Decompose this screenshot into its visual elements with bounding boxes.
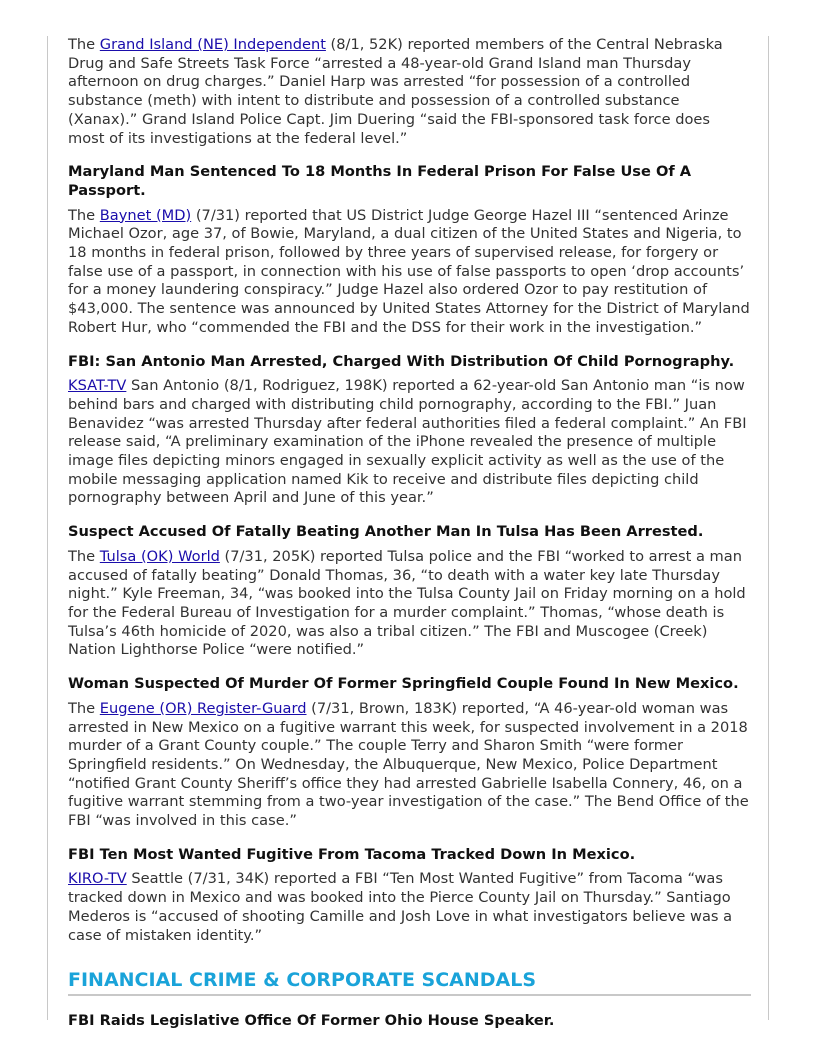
article-headline: FBI Raids Legislative Office Of Former Ohio House Speaker. — [68, 1012, 555, 1030]
article-headline: Suspect Accused Of Fatally Beating Another Man In Tulsa Has Been Arrested. — [68, 523, 704, 541]
article-body: KIRO-TV Seattle (7/31, 34K) reported a FBI “Ten Most Wanted Fugitive” from Tacoma “was tracked down in Mexico and was booked into the Pierce County Jail on Thursday.” Santiago Mederos is “accused of shooting Camille and Josh Love in what investigators believe was a case of mistaken identity.” — [68, 870, 733, 944]
left-margin-rule — [47, 36, 48, 1020]
article-headline: FBI Ten Most Wanted Fugitive From Tacoma Tracked Down In Mexico. — [68, 845, 636, 863]
article-body: The Baynet (MD) (7/31) reported that US District Judge George Hazel III “sentenced Arinze Michael Ozor, age 37, of Bowie, Maryland, a dual citizen of the United States and Nigeria, to 18 months in federal prison, followed by three years of supervised release, for forgery or false use of a passport, in connection with his use of false passports to open ‘drop accounts’ for a money laundering conspiracy.” Judge Hazel also ordered Ozor to pay restitution of $43,000. The sentence was announced by United States Attorney for the District of Maryland Robert Hur, who “commended the FBI and the DSS for their work in the investigation.” — [68, 206, 750, 336]
article-body: KSAT-TV San Antonio (8/1, Rodriguez, 198K) reported a 62-year-old San Antonio man “is now behind bars and charged with distributing child pornography, according to the FBI.” Juan Benavidez “was arrested Thursday after federal authorities filed a federal complaint.” An FBI release said, “A preliminary examination of the iPhone revealed the presence of multiple image files depicting minors engaged in sexually explicit activity as well as the use of the mobile messaging application named Kik to receive and distribute files depicting child pornography between April and June of this year.” — [68, 377, 747, 507]
article-headline: Maryland Man Sentenced To 18 Months In Federal Prison For False Use Of A Passport. — [68, 163, 692, 199]
article-headline: FBI: San Antonio Man Arrested, Charged With Distribution Of Child Pornography. — [68, 352, 735, 370]
article-headline: Woman Suspected Of Murder Of Former Springfield Couple Found In New Mexico. — [68, 675, 739, 693]
article-body: The Eugene (OR) Register-Guard (7/31, Brown, 183K) reported, “A 46-year-old woman was arrested in New Mexico on a fugitive warrant this week, for suspected involvement in a 2018 murder of a Grant County couple.” The couple Terry and Sharon Smith “were former Springfield residents.” On Wednesday, the Albuquerque, New Mexico, Police Department “notified Grant County Sheriff’s office they had arrested Gabrielle Isabella Connery, 46, on a fugitive warrant stemming from a two-year investigation of the case.” The Bend Office of the FBI “was involved in this case.” — [68, 699, 749, 830]
article-body: The Grand Island (NE) Independent (8/1, 52K) reported members of the Central Nebraska Drug and Safe Streets Task Force “arrested a 48-year-old Grand Island man Thursday afternoon on drug charges.” Daniel Harp was arrested “for possession of a controlled substance (meth) with intent to distribute and possession of a controlled substance (Xanax).” Grand Island Police Capt. Jim Duering “said the FBI-sponsored task force does most of its investigations at the federal level.” — [68, 36, 723, 147]
briefing-content — [68, 36, 751, 1031]
source-link-grand-island-independent[interactable]: Grand Island (NE) Independent — [99, 36, 326, 53]
source-link-tulsa-world[interactable]: Tulsa (OK) World — [99, 547, 220, 565]
right-margin-rule — [768, 36, 769, 1020]
article-body: The Tulsa (OK) World (7/31, 205K) reported Tulsa police and the FBI “worked to arrest a man accused of fatally beating” Donald Thomas, 36, “to death with a water key late Thursday night.” Kyle Freeman, 34, “was booked into the Tulsa County Jail on Friday morning on a hold for the Federal Bureau of Investigation for a murder complaint.” Thomas, “whose death is Tulsa’s 46th homicide of 2020, was also a tribal citizen.” The FBI and Muscogee (Creek) Nation Lighthorse Police “were notified.” — [68, 547, 746, 659]
source-link-baynet[interactable]: Baynet (MD) — [99, 206, 192, 224]
source-link-kiro-tv[interactable]: KIRO-TV — [68, 870, 127, 888]
source-link-ksat-tv[interactable]: KSAT-TV — [68, 377, 127, 395]
source-link-register-guard[interactable]: Eugene (OR) Register-Guard — [99, 699, 307, 717]
section-heading: FINANCIAL CRIME & CORPORATE SCANDALS — [68, 967, 751, 996]
